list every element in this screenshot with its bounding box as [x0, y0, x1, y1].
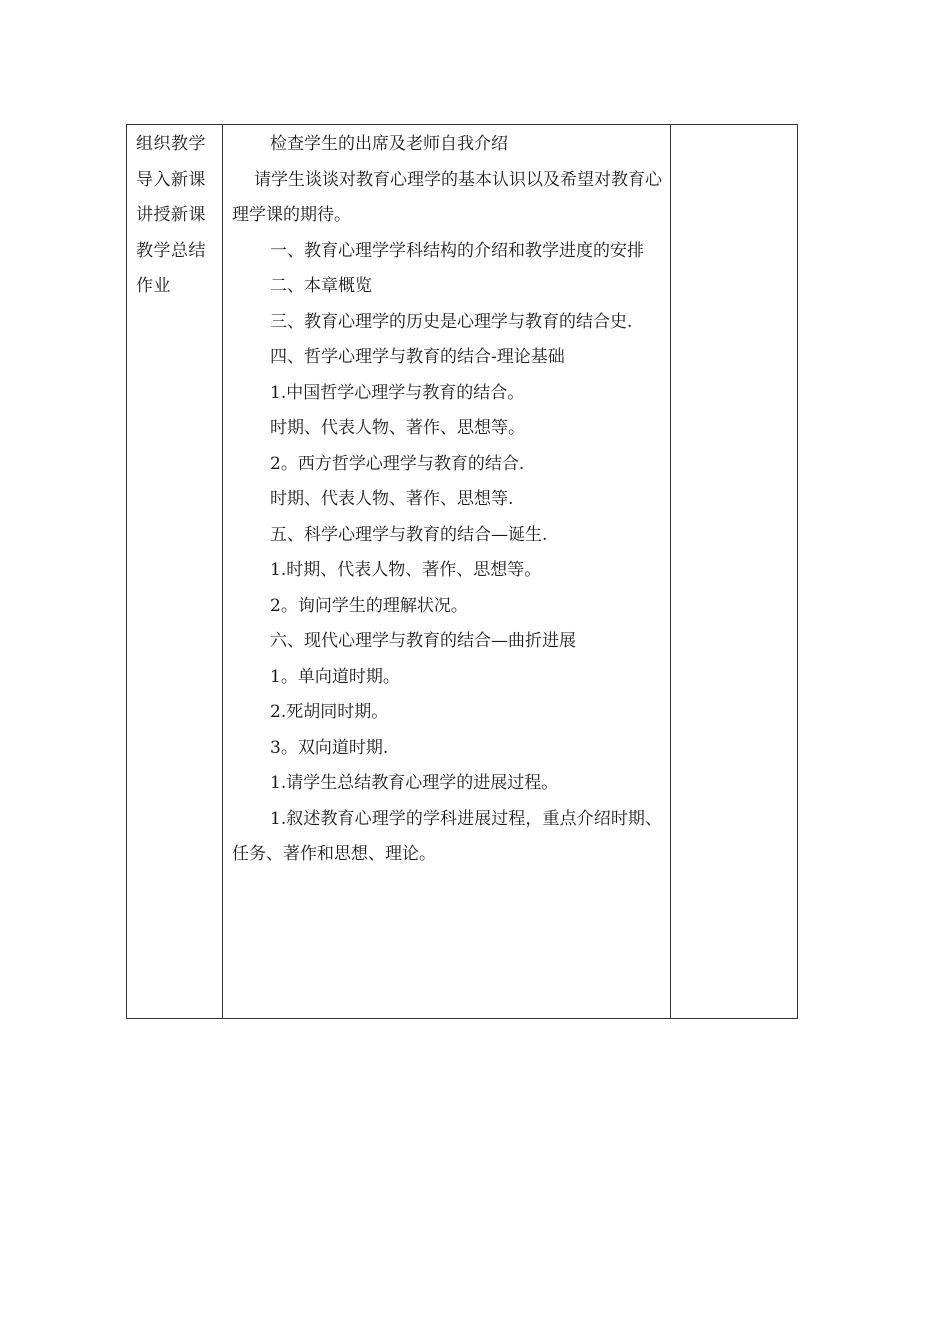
step-homework: 作业	[136, 276, 171, 296]
content-line: 2。询问学生的理解状况。	[270, 595, 468, 616]
content-line: 四、哲学心理学与教育的结合-理论基础	[270, 347, 565, 367]
content-line: 1.中国哲学心理学与教育的结合。	[270, 382, 525, 403]
content-line: 1.叙述教育心理学的学科进展过程，重点介绍时期、任务、著作和思想、理论。	[232, 808, 662, 864]
content-line: 2。西方哲学心理学与教育的结合.	[270, 453, 525, 474]
table-row	[127, 125, 798, 1019]
notes-cell	[671, 125, 798, 1019]
content-line: 2.死胡同时期。	[270, 702, 389, 722]
content-line: 1.请学生总结教育心理学的进展过程。	[270, 773, 559, 793]
content-line: 一、教育心理学学科结构的介绍和教学进度的安排	[270, 240, 644, 261]
teaching-content-cell	[223, 125, 671, 1019]
step-teach-new-lesson: 讲授新课	[136, 205, 206, 225]
content-line: 六、现代心理学与教育的结合—曲折进展	[270, 631, 576, 651]
teaching-steps-cell	[127, 125, 223, 1019]
content-line: 时期、代表人物、著作、思想等。	[270, 418, 525, 438]
content-line: 1。单向道时期。	[270, 666, 400, 687]
teaching-content-text	[223, 125, 670, 873]
content-line: 三、教育心理学的历史是心理学与教育的结合史.	[270, 311, 633, 332]
content-line: 1.时期、代表人物、著作、思想等。	[270, 560, 542, 580]
content-line: 请学生谈谈对教育心理学的基本认识以及希望对教育心理学课的期待。	[232, 169, 662, 225]
content-line: 时期、代表人物、著作、思想等.	[270, 489, 514, 509]
teaching-steps-list	[127, 125, 222, 305]
content-line: 3。双向道时期.	[270, 737, 389, 758]
step-teaching-summary: 教学总结	[136, 240, 206, 261]
content-line: 检查学生的出席及老师自我介绍	[270, 134, 508, 154]
lesson-plan-table	[126, 124, 798, 1019]
step-introduce-lesson: 导入新课	[136, 169, 206, 190]
content-line: 二、本章概览	[270, 276, 372, 296]
step-organize-teaching: 组织教学	[136, 134, 206, 154]
content-line: 五、科学心理学与教育的结合—诞生.	[270, 524, 548, 545]
